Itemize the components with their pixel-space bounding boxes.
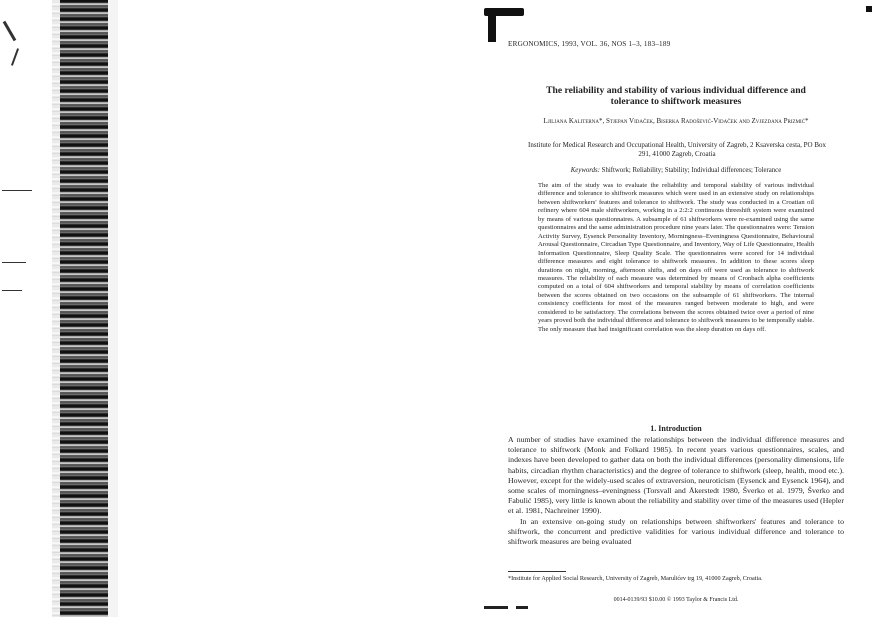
book-spine <box>60 0 108 617</box>
scan-bottom-mark <box>484 606 508 609</box>
introduction-body <box>508 435 844 547</box>
paper-title: The reliability and stability of various individual difference and tolerance to shiftwork measures <box>546 85 806 107</box>
keywords-line <box>508 167 844 174</box>
abstract: The aim of the study was to evaluate the reliability and temporal stability of various individual difference and tolerance to shiftwork measures which were used in an extensive study on relationships between shiftworkers' features and tolerance to shiftwork. The study was conducted in a Croatian oil refinery where 604 male shiftworkers, working in a 2:2:2 continuous threeshift system were examined by means of various questionnaires. A subsample of 61 shiftworkers were re-examined using the same questionnaires and the same administration procedure nine years later. The questionnaires were: Tension Activity Survey, Eysenck Personality Inventory, Morningness–Eveningness Questionnaire, Behavioural Arousal Questionnaire, Circadian Type Questionnaire, and Inventory, Way of Life Questionnaire, Health Information Questionnaire, Sleep Quality Scale. The questionnaires were scored for 14 individual difference measures and eight tolerance to shiftwork measures. In addition to these scores sleep durations on night, morning, afternoon shifts, and on days off were used as tolerance to shiftwork measures. The reliability of each measure was determined by means of Cronbach alpha coefficients computed on a total of 604 shiftworkers and temporal stability by means of correlation coefficients between the scores obtained on two occasions on the subsample of 61 shiftworkers. The internal consistency coefficients for most of the measures ranged between moderate to high, and were considered to be satisfactory. The correlations between the scores obtained twice over a period of nine years proved both the individual difference and tolerance to shiftwork measures to be temporally stable. The only measure that had insignificant correlation was the sleep duration on days off. <box>538 182 814 333</box>
scan-speck <box>2 190 32 191</box>
scan-speck <box>2 262 26 263</box>
keywords-text: Shiftwork; Reliability; Stability; Individual differences; Tolerance <box>601 167 782 174</box>
scan-speck <box>2 290 22 291</box>
copyright-line: 0014-0139/93 $10.00 © 1993 Taylor & Francis Ltd. <box>613 597 739 603</box>
affiliation: Institute for Medical Research and Occupational Health, University of Zagreb, 2 Ksaverska cesta, PO Box 291, 41000 Zagreb, Croatia <box>528 141 826 158</box>
keywords-label: Keywords: <box>570 167 600 174</box>
running-head: ERGONOMICS, 1993, VOL. 36, NOS 1–3, 183–189 <box>508 40 671 48</box>
intro-paragraph-2: In an extensive on-going study on relationships between shiftworkers' features and tolerance to shiftwork, the concurrent and predictive validities for various individual difference and tolerance to shiftwork measures are being evaluated <box>508 516 844 547</box>
footnote: *Institute for Applied Social Research, University of Zagreb, Marulićev trg 19, 41000 Zagreb, Croatia. <box>508 575 763 582</box>
section-heading-introduction: 1. Introduction <box>650 424 702 433</box>
author-list: Ljiljana Kaliterna*, Stjepan Vidaček, Biserka Radošević-Vidaček and Zvjezdana Prizmić* <box>543 117 809 125</box>
intro-paragraph-1: A number of studies have examined the relationships between the individual difference measures and tolerance to shiftwork (Monk and Folkard 1985). In recent years various questionnaires, scales, and indexes have been developed to gather data on both the individual differences (personality dimensions, life habits, circadian rhythm characteristics) and the degree of tolerance to shiftwork (sleep, health, mood etc.). However, except for the widely-used scales of extraversion, neuroticism (Eysenck and Eysenck 1964), and some scales of morningness–eveningness (Torsvall and Åkerstedt 1980, Šverko et al. 1979, Šverko and Fabulić 1985), very little is known about the reliability and stability over time of the measures used (Hepler et al. 1981, Nachreiner 1990). <box>508 435 844 516</box>
scan-bottom-mark <box>516 606 528 609</box>
scan-corner-mark <box>866 6 872 12</box>
binding-clip-stem <box>488 14 496 42</box>
footnote-rule <box>508 571 566 572</box>
